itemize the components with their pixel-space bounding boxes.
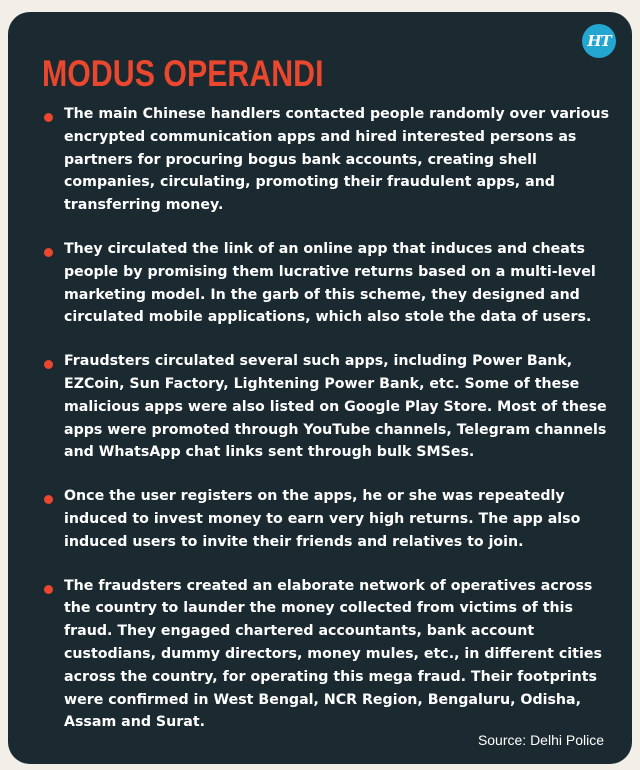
list-item [8, 103, 632, 217]
list-item [8, 238, 632, 329]
ht-logo: HT [582, 24, 616, 58]
source-credit: Source: Delhi Police [477, 732, 604, 748]
bullet-dot-icon [44, 495, 53, 504]
list-item-text: They circulated the link of an online app that induces and cheats people by promising them lucrative returns based on a multi-level marketing model. In the garb of this scheme, they designed and circulated mobile applications, which also stole the data of users. [64, 240, 596, 326]
bullet-dot-icon [44, 248, 53, 257]
list-item [8, 575, 632, 735]
list-item [8, 350, 632, 464]
list-item-text: The main Chinese handlers contacted people randomly over various encrypted communication apps and hired interested persons as partners for procuring bogus bank accounts, creating shell companies, circulating, promoting their fraudulent apps, and transferring money. [64, 106, 610, 214]
page-title: MODUS OPERANDI [42, 53, 324, 94]
list-item-text: Once the user registers on the apps, he or she was repeatedly induced to invest money to earn very high returns. The app also induced users to invite their friends and relatives to join. [64, 488, 581, 550]
list-item-text: The fraudsters created an elaborate network of operatives across the country to launder the money collected from victims of this fraud. They engaged chartered accountants, bank account custodians, dummy directors, money mules, etc., in different cities across the country, for operating this mega fraud. Their footprints were confirmed in West Bengal, NCR Region, Bengaluru, Odisha, Assam and Surat. [64, 577, 602, 731]
bullet-dot-icon [44, 585, 53, 594]
bullet-list [8, 103, 632, 755]
bullet-dot-icon [44, 113, 53, 122]
list-item [8, 485, 632, 553]
list-item-text: Fraudsters circulated several such apps, including Power Bank, EZCoin, Sun Factory, Lightening Power Bank, etc. Some of these malicious apps were also listed on Google Play Store. Most of these apps were promoted through YouTube channels, Telegram channels and WhatsApp chat links sent through bulk SMSes. [64, 353, 607, 461]
bullet-dot-icon [44, 360, 53, 369]
infographic-card [8, 12, 632, 764]
